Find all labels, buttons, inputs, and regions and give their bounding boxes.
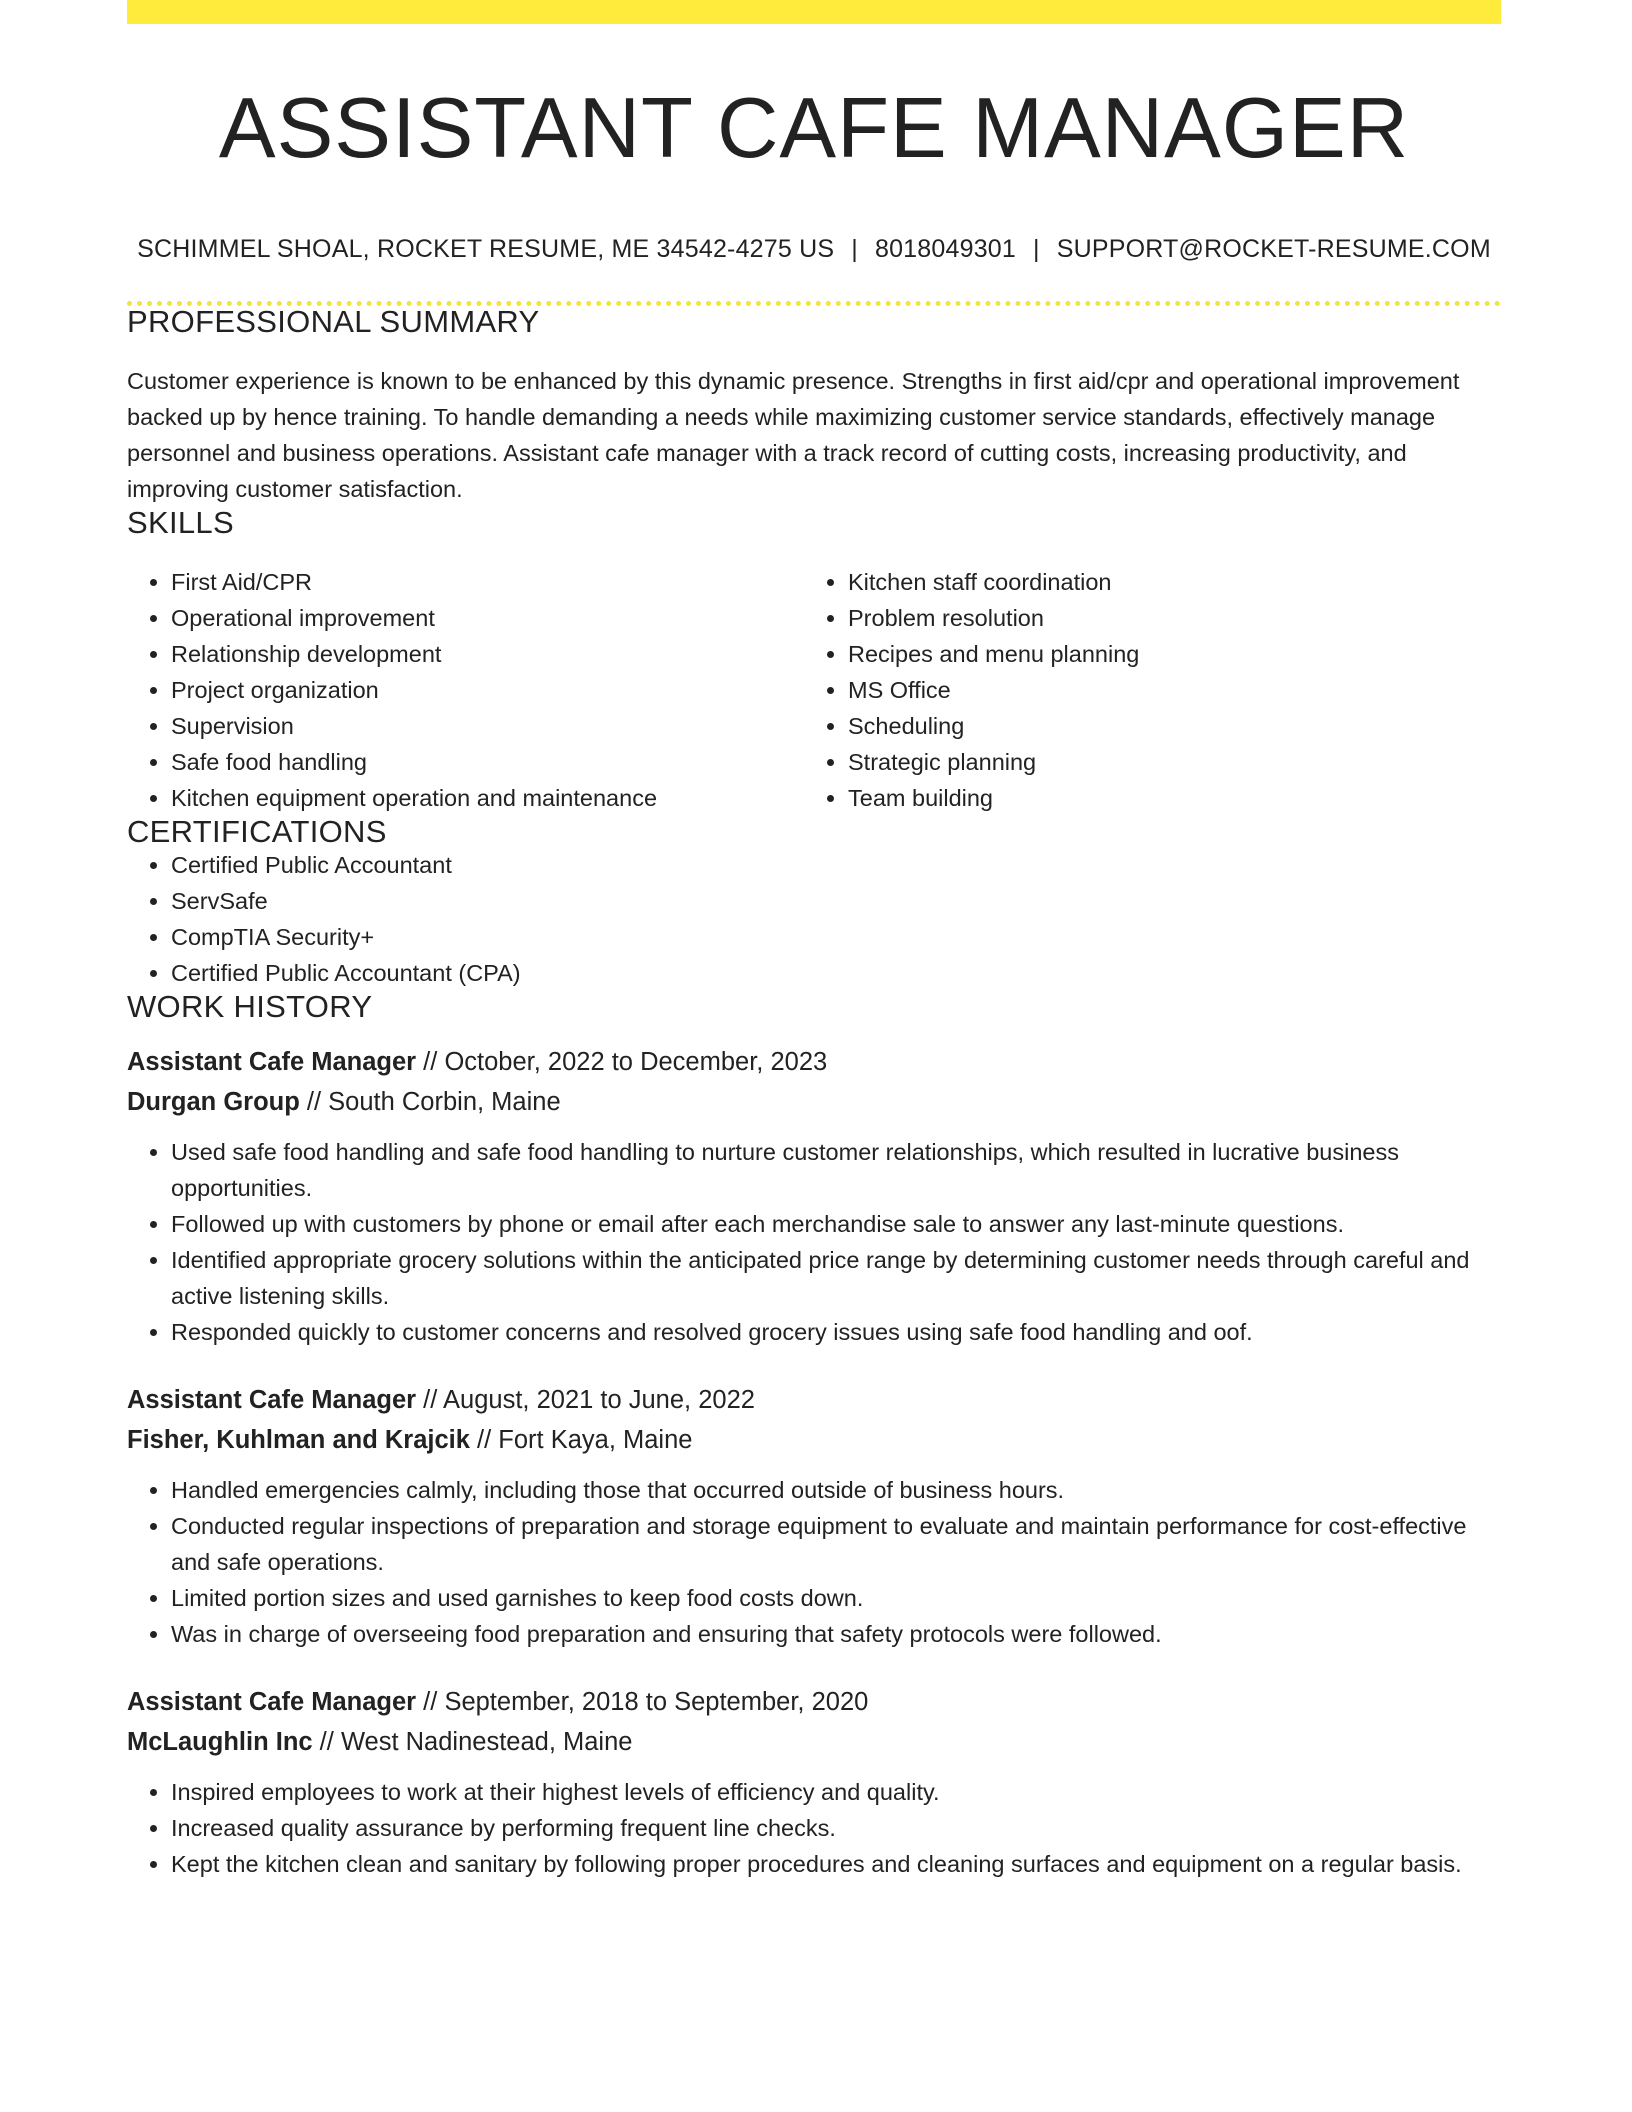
job-company: Durgan Group	[127, 1088, 300, 1116]
skill-item: • Kitchen equipment operation and maintenance	[171, 780, 804, 816]
job-bullet: • Kept the kitchen clean and sanitary by following proper procedures and cleaning surfaces and equipment on a regular basis.	[171, 1846, 1501, 1882]
resume-title: ASSISTANT CAFE MANAGER	[218, 81, 1410, 176]
skills-list-right	[804, 564, 1481, 816]
job-role: Assistant Cafe Manager	[127, 1386, 417, 1414]
certification-item: • CompTIA Security+	[171, 919, 1501, 955]
job-bullet: • Limited portion sizes and used garnishes to keep food costs down.	[171, 1580, 1501, 1616]
job-company: McLaughlin Inc	[127, 1728, 313, 1756]
certification-item: • Certified Public Accountant	[171, 847, 1501, 883]
certifications-list	[127, 847, 1501, 991]
section-heading-skills: SKILLS	[127, 505, 234, 540]
skill-item: • Project organization	[171, 672, 804, 708]
contact-phone: 8018049301	[874, 235, 1017, 263]
contact-separator: |	[851, 235, 858, 263]
job-role: Assistant Cafe Manager	[127, 1688, 417, 1716]
job-company-line	[127, 1082, 1501, 1122]
skills-list-left	[127, 564, 804, 816]
certification-item: • Certified Public Accountant (CPA)	[171, 955, 1501, 991]
job-bullet: • Handled emergencies calmly, including those that occurred outside of business hours.	[171, 1472, 1501, 1508]
contact-address: SCHIMMEL SHOAL, ROCKET RESUME, ME 34542-4275 US	[137, 235, 835, 263]
skill-item: • Operational improvement	[171, 600, 804, 636]
job-dates: October, 2022 to December, 2023	[444, 1048, 828, 1076]
contact-line	[127, 235, 1501, 264]
skill-item: • Safe food handling	[171, 744, 804, 780]
job-separator: //	[312, 1728, 341, 1756]
job-entry	[127, 1042, 1501, 1350]
job-bullet: • Conducted regular inspections of preparation and storage equipment to evaluate and maintain performance for cost-effective and safe operations.	[171, 1508, 1501, 1580]
job-bullet: • Was in charge of overseeing food preparation and ensuring that safety protocols were followed.	[171, 1616, 1501, 1652]
job-separator: //	[416, 1386, 444, 1414]
skill-item: • First Aid/CPR	[171, 564, 804, 600]
job-bullet: • Responded quickly to customer concerns and resolved grocery issues using safe food handling and oof.	[171, 1314, 1501, 1350]
job-dates: September, 2018 to September, 2020	[444, 1688, 869, 1716]
job-company-line	[127, 1420, 1501, 1460]
job-bullets	[127, 1774, 1501, 1882]
work-history-list	[127, 1042, 1501, 1882]
job-entry	[127, 1380, 1501, 1652]
resume-page	[127, 0, 1501, 1882]
skill-item: • Strategic planning	[848, 744, 1481, 780]
job-bullet: • Inspired employees to work at their highest levels of efficiency and quality.	[171, 1774, 1501, 1810]
summary-text: Customer experience is known to be enhanced by this dynamic presence. Strengths in first aid/cpr and operational improvement backed up by hence training. To handle demanding a needs while maximizing customer service standards, effectively manage personnel and business operations. Assistant cafe manager with a track record of cutting costs, increasing productivity, and improving customer satisfaction.	[127, 368, 1460, 502]
skill-item: • Problem resolution	[848, 600, 1481, 636]
contact-email: SUPPORT@ROCKET-RESUME.COM	[1056, 235, 1491, 263]
job-bullets	[127, 1134, 1501, 1350]
skill-item: • Kitchen staff coordination	[848, 564, 1481, 600]
job-bullet: • Increased quality assurance by performing frequent line checks.	[171, 1810, 1501, 1846]
skill-item: • Scheduling	[848, 708, 1481, 744]
job-bullet: • Identified appropriate grocery solutions within the anticipated price range by determining customer needs through careful and active listening skills.	[171, 1242, 1501, 1314]
job-bullet: • Used safe food handling and safe food handling to nurture customer relationships, which resulted in lucrative business opportunities.	[171, 1134, 1501, 1206]
job-company: Fisher, Kuhlman and Krajcik	[127, 1426, 470, 1454]
section-heading-summary: PROFESSIONAL SUMMARY	[127, 304, 540, 339]
skill-item: • Relationship development	[171, 636, 804, 672]
skill-item: • Team building	[848, 780, 1481, 816]
skill-item: • Supervision	[171, 708, 804, 744]
skill-item: • MS Office	[848, 672, 1481, 708]
job-separator: //	[416, 1048, 445, 1076]
skills-columns	[127, 564, 1501, 816]
accent-bar	[127, 0, 1501, 24]
skill-item: • Recipes and menu planning	[848, 636, 1481, 672]
job-location: West Nadinestead, Maine	[340, 1728, 633, 1756]
job-role: Assistant Cafe Manager	[127, 1048, 417, 1076]
job-title-line	[127, 1380, 1501, 1420]
job-title-line	[127, 1042, 1501, 1082]
job-separator: //	[469, 1426, 499, 1454]
section-heading-certifications: CERTIFICATIONS	[127, 814, 387, 849]
contact-separator: |	[1033, 235, 1040, 263]
job-dates: August, 2021 to June, 2022	[443, 1386, 755, 1414]
job-company-line	[127, 1722, 1501, 1762]
section-heading-work-history: WORK HISTORY	[127, 989, 373, 1024]
job-entry	[127, 1682, 1501, 1882]
job-bullets	[127, 1472, 1501, 1652]
job-separator: //	[416, 1688, 445, 1716]
job-separator: //	[299, 1088, 329, 1116]
job-location: Fort Kaya, Maine	[498, 1426, 693, 1454]
job-bullet: • Followed up with customers by phone or email after each merchandise sale to answer any last-minute questions.	[171, 1206, 1501, 1242]
certification-item: • ServSafe	[171, 883, 1501, 919]
job-location: South Corbin, Maine	[328, 1088, 561, 1116]
job-title-line	[127, 1682, 1501, 1722]
